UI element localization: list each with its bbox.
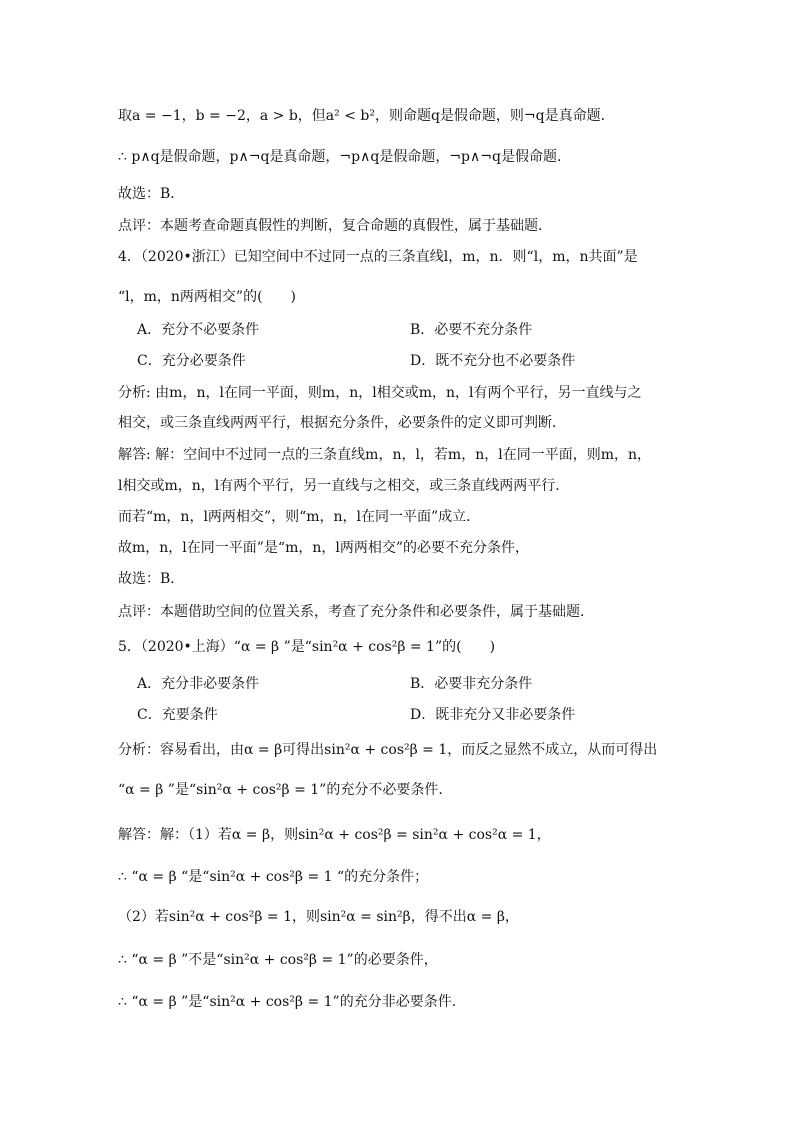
q5-option-a: A．充分非必要条件 [137,676,260,692]
solution-line: 解答：解：（1）若α = β，则sin²α + cos²β = sin²α + cos²α = 1， [118,827,551,843]
solution-line: 故m，n，l在同一平面”是“m，n，l两两相交”的必要不充分条件， [118,540,530,556]
analysis-line: “α = β ”是“sin²α + cos²β = 1”的充分不必要条件. [118,782,443,798]
answer-line: 故选：B． [118,571,185,587]
q4-option-d: D．既不充分也不必要条件 [410,353,576,369]
q4-option-c: C．充分必要条件 [137,353,246,369]
q4-option-a: A．充分不必要条件 [137,322,260,338]
question-4-stem-cont: “l，m，n两两相交”的( ) [118,289,297,305]
solution-line: 而若“m，n，l两两相交”，则“m，n，l在同一平面”成立． [118,509,481,525]
solution-line: ∴ p∧q是假命题，p∧¬q是真命题，¬p∧q是假命题，¬p∧¬q是假命题． [118,149,571,165]
solution-line: ∴ “α = β ”不是“sin²α + cos²β = 1”的必要条件， [118,952,438,968]
solution-line: （2）若sin²α + cos²β = 1，则sin²α = sin²β，得不出α = β， [118,909,519,925]
q5-option-c: C．充要条件 [137,707,218,723]
solution-line: ∴ “α = β ”是“sin²α + cos²β = 1”的充分非必要条件. [118,994,457,1010]
answer-line: 故选：B． [118,186,185,202]
analysis-line: 分析：容易看出，由α = β可得出sin²α + cos²β = 1，而反之显然不成立，从而可得出 [118,742,658,758]
solution-line: 解答: 解：空间中不过同一点的三条直线m，n，l，若m，n，l在同一平面，则m，n， [118,447,651,463]
question-5-stem: 5．（2020•上海）“α = β ”是“sin²α + cos²β = 1”的( ) [118,639,496,655]
analysis-line: 相交，或三条直线两两平行，根据充分条件，必要条件的定义即可判断． [118,415,566,431]
comment-line: 点评：本题借助空间的位置关系，考查了充分条件和必要条件，属于基础题． [118,604,594,620]
solution-line: l相交或m，n，l有两个平行，另一直线与之相交，或三条直线两两平行． [118,478,570,494]
analysis-line: 分析: 由m，n，l在同一平面，则m，n，l相交或m，n，l有两个平行，另一直线与之 [118,385,642,401]
q5-option-d: D．既非充分又非必要条件 [410,707,576,723]
q5-option-b: B．必要非充分条件 [410,676,533,692]
solution-line: ∴ “α = β “是“sin²α + cos²β = 1 “的充分条件； [118,869,429,885]
q4-option-b: B．必要不充分条件 [410,322,533,338]
question-4-stem: 4．（2020•浙江）已知空间中不过同一点的三条直线l，m，n．则“l，m，n共面”是 [118,249,638,265]
comment-line: 点评：本题考查命题真假性的判断，复合命题的真假性，属于基础题． [118,218,552,234]
solution-line: 取a = −1，b = −2，a > b，但a² < b²，则命题q是假命题，则¬q是真命题． [118,108,615,124]
